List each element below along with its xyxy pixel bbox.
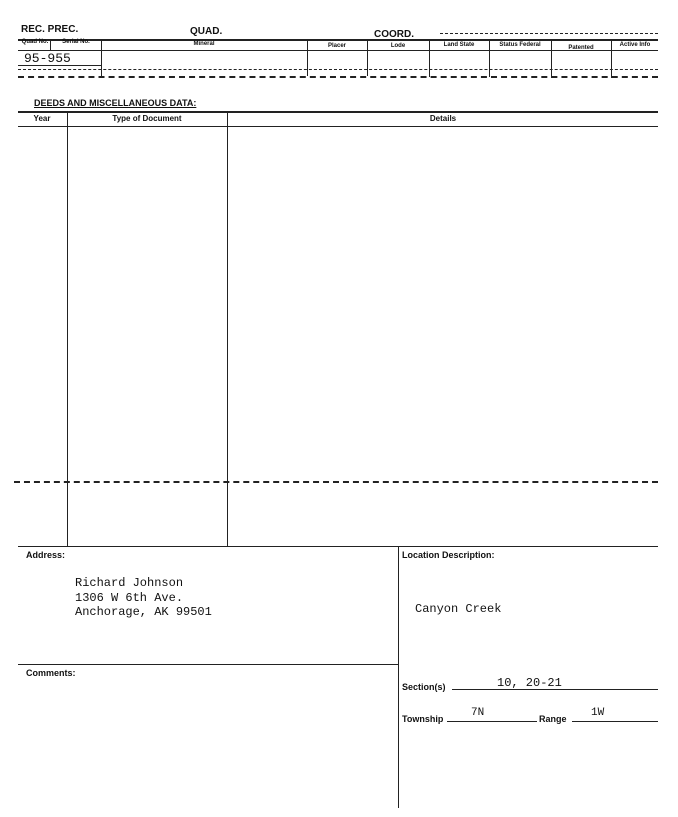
bottom-center-divider (398, 546, 399, 808)
claim-dashed-line-1 (18, 69, 658, 70)
township-value: 7N (471, 707, 485, 719)
township-underline (447, 721, 537, 722)
coord-label: COORD. (374, 29, 414, 40)
divider-mineral (307, 40, 308, 76)
rec-prec-label: REC. PREC. (21, 24, 79, 35)
quad-serial-value: 95-955 (24, 51, 71, 66)
comments-label: Comments: (26, 668, 76, 678)
claim-dashed-line-2 (18, 76, 658, 78)
quad-label: QUAD. (190, 26, 223, 37)
address-line-1: Richard Johnson (75, 576, 184, 590)
divider-status (551, 40, 552, 78)
divider-placer (367, 40, 368, 76)
details-header: Details (429, 114, 457, 123)
divider-serial (101, 39, 102, 76)
divider-land (489, 40, 490, 77)
type-of-document-header: Type of Document (112, 114, 182, 123)
location-description-value: Canyon Creek (415, 602, 502, 616)
section-value: 10, 20-21 (497, 676, 562, 690)
quad-underline (18, 65, 102, 66)
land-state-header: Land State (443, 42, 475, 48)
year-header: Year (33, 114, 51, 123)
divider-lode (429, 40, 430, 77)
deeds-header-bottom (18, 126, 658, 127)
range-underline (572, 721, 658, 722)
address-line-2: 1306 W 6th Ave. (75, 591, 184, 605)
address-line-3: Anchorage, AK 99501 (75, 605, 212, 619)
location-description-label: Location Description: (402, 550, 495, 560)
patented-header: Patented (568, 45, 594, 51)
divider-patented (611, 40, 612, 78)
section-label: Section(s) (402, 682, 446, 692)
comments-top-rule (18, 664, 398, 665)
active-info-header: Active Info (619, 42, 651, 48)
claim-header-bottom (18, 50, 658, 51)
range-value: 1W (591, 707, 605, 719)
township-label: Township (402, 714, 444, 724)
divider-quad (50, 39, 51, 51)
lode-header: Lode (390, 43, 406, 49)
status-federal-header: Status Federal (499, 42, 541, 48)
deeds-bottom-rule (18, 546, 658, 547)
range-label: Range (539, 714, 567, 724)
mineral-header: Mineral (193, 41, 215, 47)
deeds-title: DEEDS AND MISCELLANEOUS DATA: (34, 98, 197, 108)
deeds-dashed-line (14, 481, 658, 483)
placer-header: Placer (327, 43, 346, 49)
quad-no-header: Quad No. (21, 39, 49, 45)
top-dashed-line (440, 33, 658, 34)
serial-no-header: Serial No. (62, 39, 90, 45)
address-label: Address: (26, 550, 66, 560)
deeds-top-rule (18, 111, 658, 113)
